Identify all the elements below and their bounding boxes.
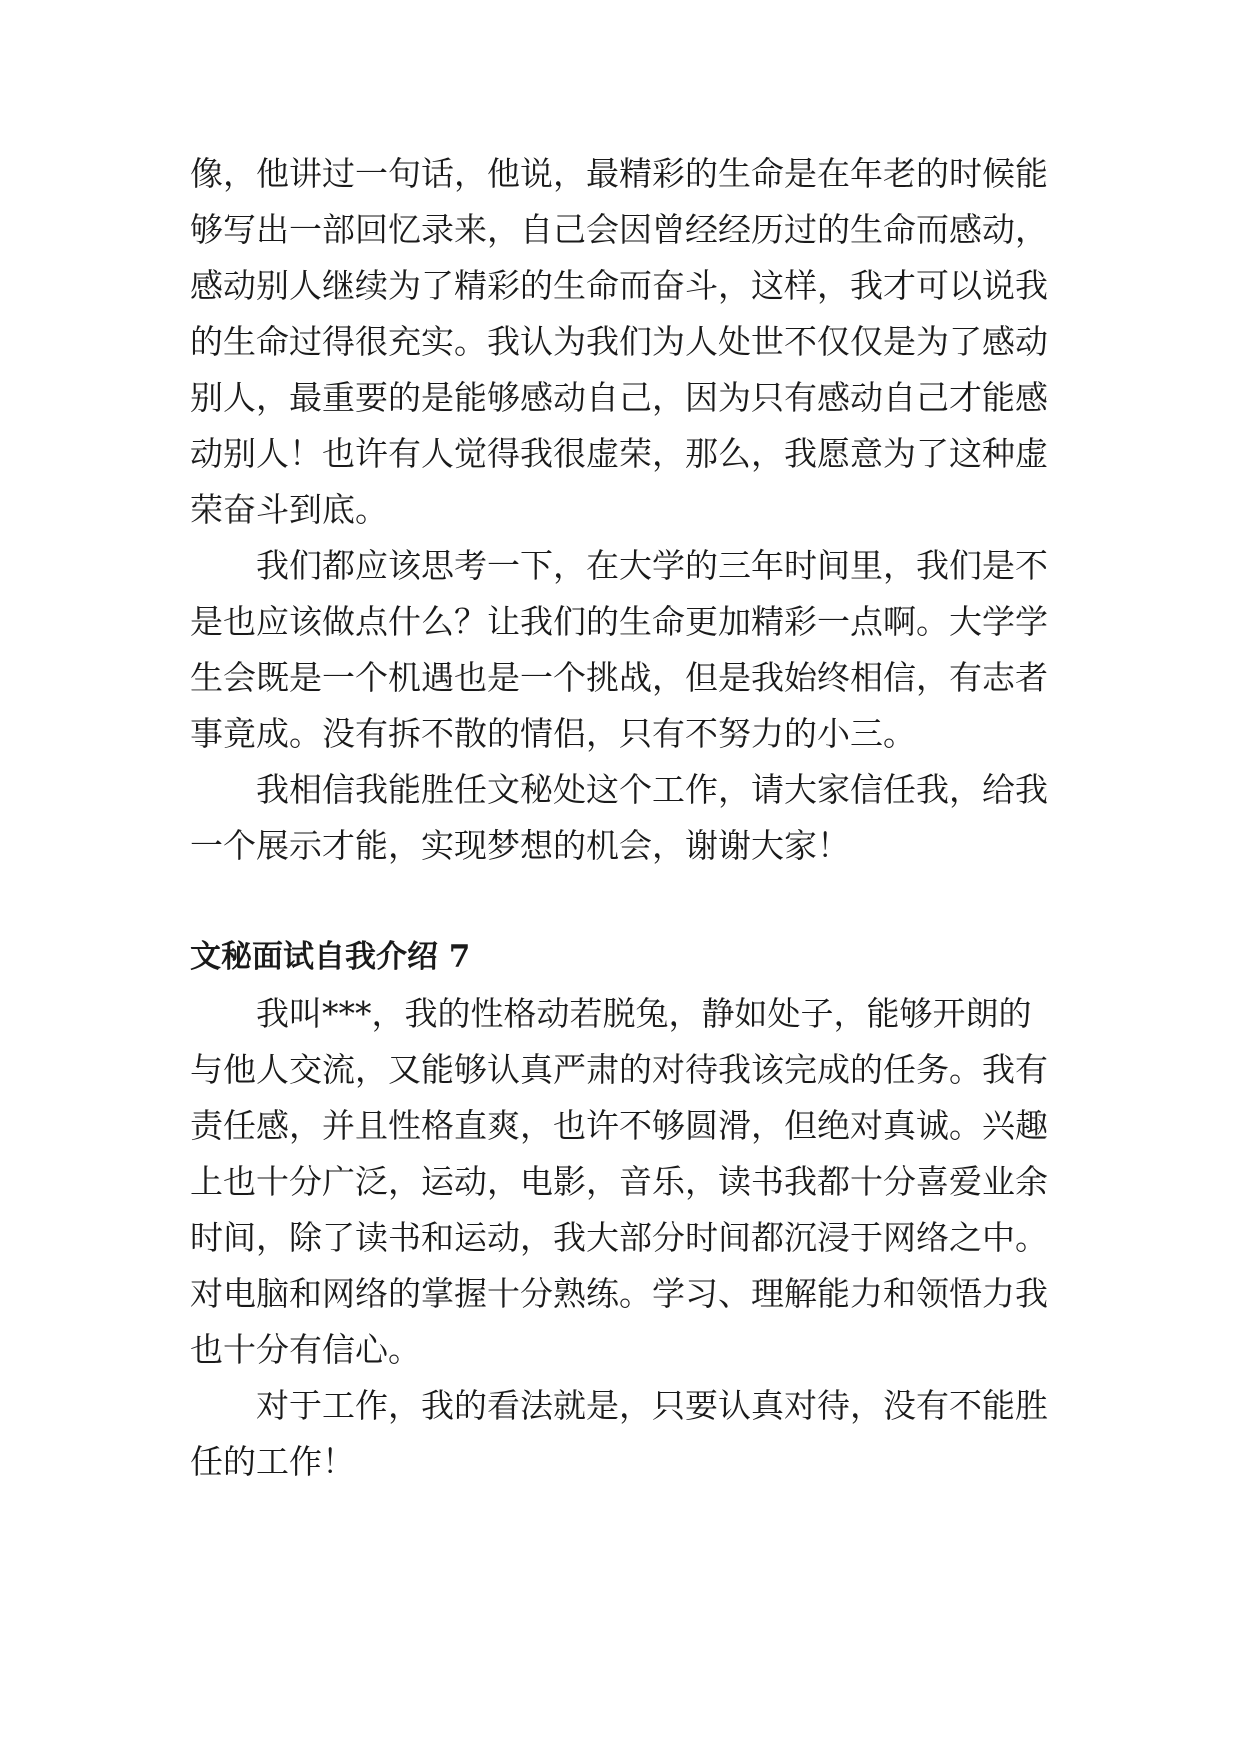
text-line: 够写出一部回忆录来，自己会因曾经经历过的生命而感动， <box>190 210 1048 249</box>
text-line: 我们都应该思考一下，在大学的三年时间里，我们是不 <box>256 546 1048 585</box>
text-line: 我相信我能胜任文秘处这个工作，请大家信任我，给我 <box>256 770 1048 809</box>
text-line: 时间，除了读书和运动，我大部分时间都沉浸于网络之中。 <box>190 1218 1048 1257</box>
text-line: 对电脑和网络的掌握十分熟练。学习、理解能力和领悟力我 <box>190 1274 1048 1313</box>
text-line: 上也十分广泛，运动，电影，音乐，读书我都十分喜爱业余 <box>190 1162 1048 1201</box>
text-line: 我叫***，我的性格动若脱兔，静如处子，能够开朗的 <box>256 994 1032 1033</box>
text-line: 任的工作！ <box>190 1442 355 1481</box>
text-line: 荣奋斗到底。 <box>190 490 388 529</box>
text-line: 生会既是一个机遇也是一个挑战，但是我始终相信，有志者 <box>190 658 1048 697</box>
text-line: 是也应该做点什么？让我们的生命更加精彩一点啊。大学学 <box>190 602 1048 641</box>
text-line: 事竟成。没有拆不散的情侣，只有不努力的小三。 <box>190 714 916 753</box>
text-line: 的生命过得很充实。我认为我们为人处世不仅仅是为了感动 <box>190 322 1048 361</box>
section-heading: 文秘面试自我介绍 7 <box>190 939 471 975</box>
text-line: 一个展示才能，实现梦想的机会，谢谢大家！ <box>190 826 850 865</box>
text-line: 对于工作，我的看法就是，只要认真对待，没有不能胜 <box>256 1386 1048 1425</box>
text-line: 与他人交流，又能够认真严肃的对待我该完成的任务。我有 <box>190 1050 1048 1089</box>
text-line: 责任感，并且性格直爽，也许不够圆滑，但绝对真诚。兴趣 <box>190 1106 1048 1145</box>
text-line: 别人，最重要的是能够感动自己，因为只有感动自己才能感 <box>190 378 1048 417</box>
text-line: 感动别人继续为了精彩的生命而奋斗，这样，我才可以说我 <box>190 266 1048 305</box>
text-line: 也十分有信心。 <box>190 1330 421 1369</box>
text-line: 像，他讲过一句话，他说，最精彩的生命是在年老的时候能 <box>190 154 1048 193</box>
text-line: 动别人！也许有人觉得我很虚荣，那么，我愿意为了这种虚 <box>190 434 1048 473</box>
